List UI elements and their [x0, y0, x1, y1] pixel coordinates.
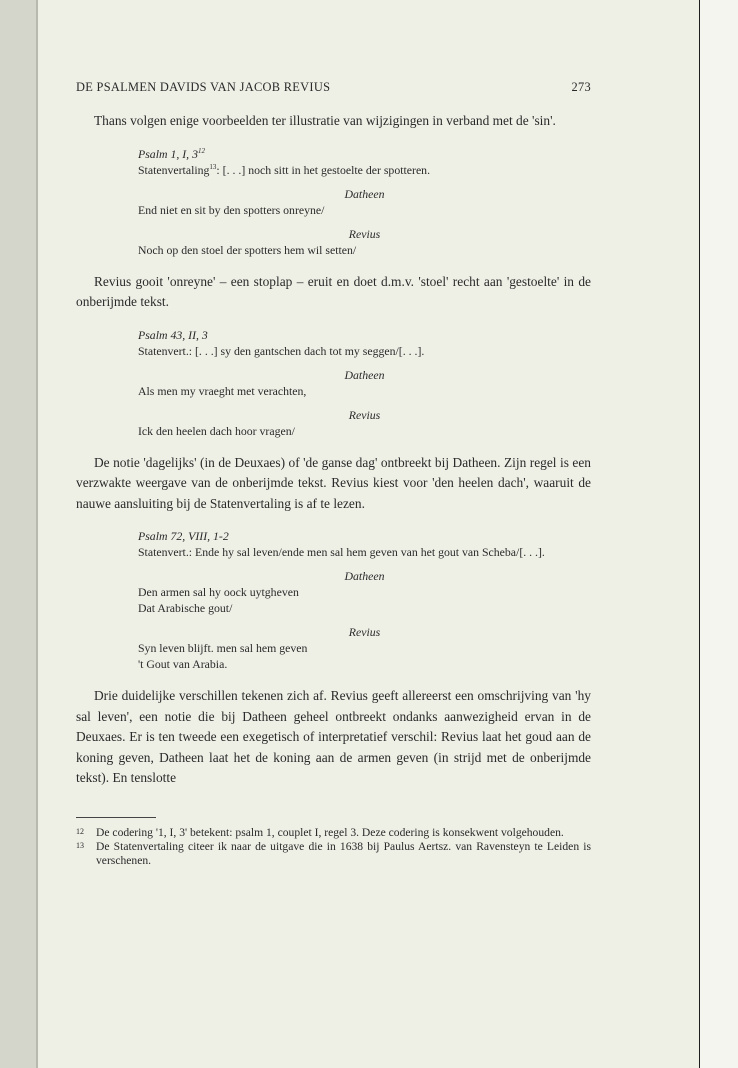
example-reference: Psalm 72, VIII, 1-2	[138, 529, 229, 543]
example-psalm-1	[138, 146, 591, 258]
revius-label: Revius	[348, 407, 381, 422]
source-quote: Statenvert.: [. . .] sy den gantschen dach tot my seggen/[. . .].	[138, 343, 425, 358]
revius-line: Syn leven blijft. men sal hem geven	[138, 641, 308, 655]
datheen-line: End niet en sit by den spotters onreyne/	[138, 202, 325, 217]
footnote-text: De Statenvertaling citeer ik naar de uitgave die in 1638 bij Paulus Aertsz. van Ravensteyn te Leiden is verschenen.	[96, 839, 591, 867]
running-title: DE PSALMEN DAVIDS VAN JACOB REVIUS	[76, 80, 331, 94]
datheen-label: Datheen	[344, 569, 385, 583]
footnote-number: 12	[76, 826, 84, 836]
revius-line: Noch op den stoel der spotters hem wil setten/	[138, 242, 357, 257]
source-quote: Statenvertaling$^{13}$: [. . .] noch sitt in het gestoelte der spotteren.	[138, 162, 431, 177]
datheen-label: Datheen	[344, 186, 385, 201]
footnote-ref-13: 13	[209, 162, 217, 171]
example-psalm-43	[138, 327, 591, 439]
example-psalm-72	[138, 528, 591, 672]
intro-paragraph: Thans volgen enige voorbeelden ter illustratie van wijzigingen in verband met de 'sin'.	[94, 113, 556, 128]
body-paragraph-2: De notie 'dagelijks' (in de Deuxaes) of 'de ganse dag' ontbreekt bij Datheen. Zijn regel is een verzwakte weergave van de onberijmde tekst. Revius kiest voor 'den heelen dach', waaruit de nauwe aansluiting bij de Statenvertaling is af te lezen.	[76, 454, 591, 511]
footnote-ref-12: 12	[197, 146, 205, 155]
book-spine	[0, 0, 36, 1068]
datheen-line: Dat Arabische gout/	[138, 601, 233, 615]
footnote-text: De codering '1, I, 3' betekent: psalm 1, couplet I, regel 3. Deze codering is konsekwent volgehouden.	[96, 825, 564, 839]
page-content	[76, 80, 591, 868]
revius-label: Revius	[348, 226, 381, 241]
footnote-13	[76, 840, 591, 868]
revius-line: Ick den heelen dach hoor vragen/	[138, 423, 295, 438]
footnote-12	[76, 826, 591, 840]
body-paragraph-1: Revius gooit 'onreyne' – een stoplap – eruit en doet d.m.v. 'stoel' recht aan 'gestoelte' in de onberijmde tekst.	[76, 273, 591, 309]
page-edge	[700, 0, 738, 1068]
footnote-number: 13	[76, 840, 84, 850]
datheen-label: Datheen	[344, 367, 385, 382]
footnote-divider	[76, 817, 156, 818]
example-reference: Psalm 1, I, $3^{12}$	[138, 146, 205, 161]
revius-label: Revius	[348, 625, 381, 639]
revius-line: 't Gout van Arabia.	[138, 657, 228, 671]
body-paragraph-3: Drie duidelijke verschillen tekenen zich af. Revius geeft allereerst een omschrijving van 'hy sal leven', een notie die bij Datheen geheel ontbreekt ondanks aanwezigheid ervan in de Deuxaes. Er is ten tweede een exegetisch of interpretatief verschil: Revius laat het goud aan de koning geven, Datheen laat het de koning aan de armen geven (in strijd met de onberijmde tekst). En tenslotte	[76, 688, 591, 785]
running-header	[76, 80, 591, 95]
datheen-line: Den armen sal hy oock uytgheven	[138, 585, 299, 599]
source-quote: Statenvert.: Ende hy sal leven/ende men sal hem geven van het gout van Scheba/[. . .].	[138, 545, 545, 559]
datheen-line: Als men my vraeght met verachten,	[138, 383, 307, 398]
example-reference: Psalm 43, II, 3	[138, 327, 208, 342]
page-number: 273	[571, 80, 591, 94]
